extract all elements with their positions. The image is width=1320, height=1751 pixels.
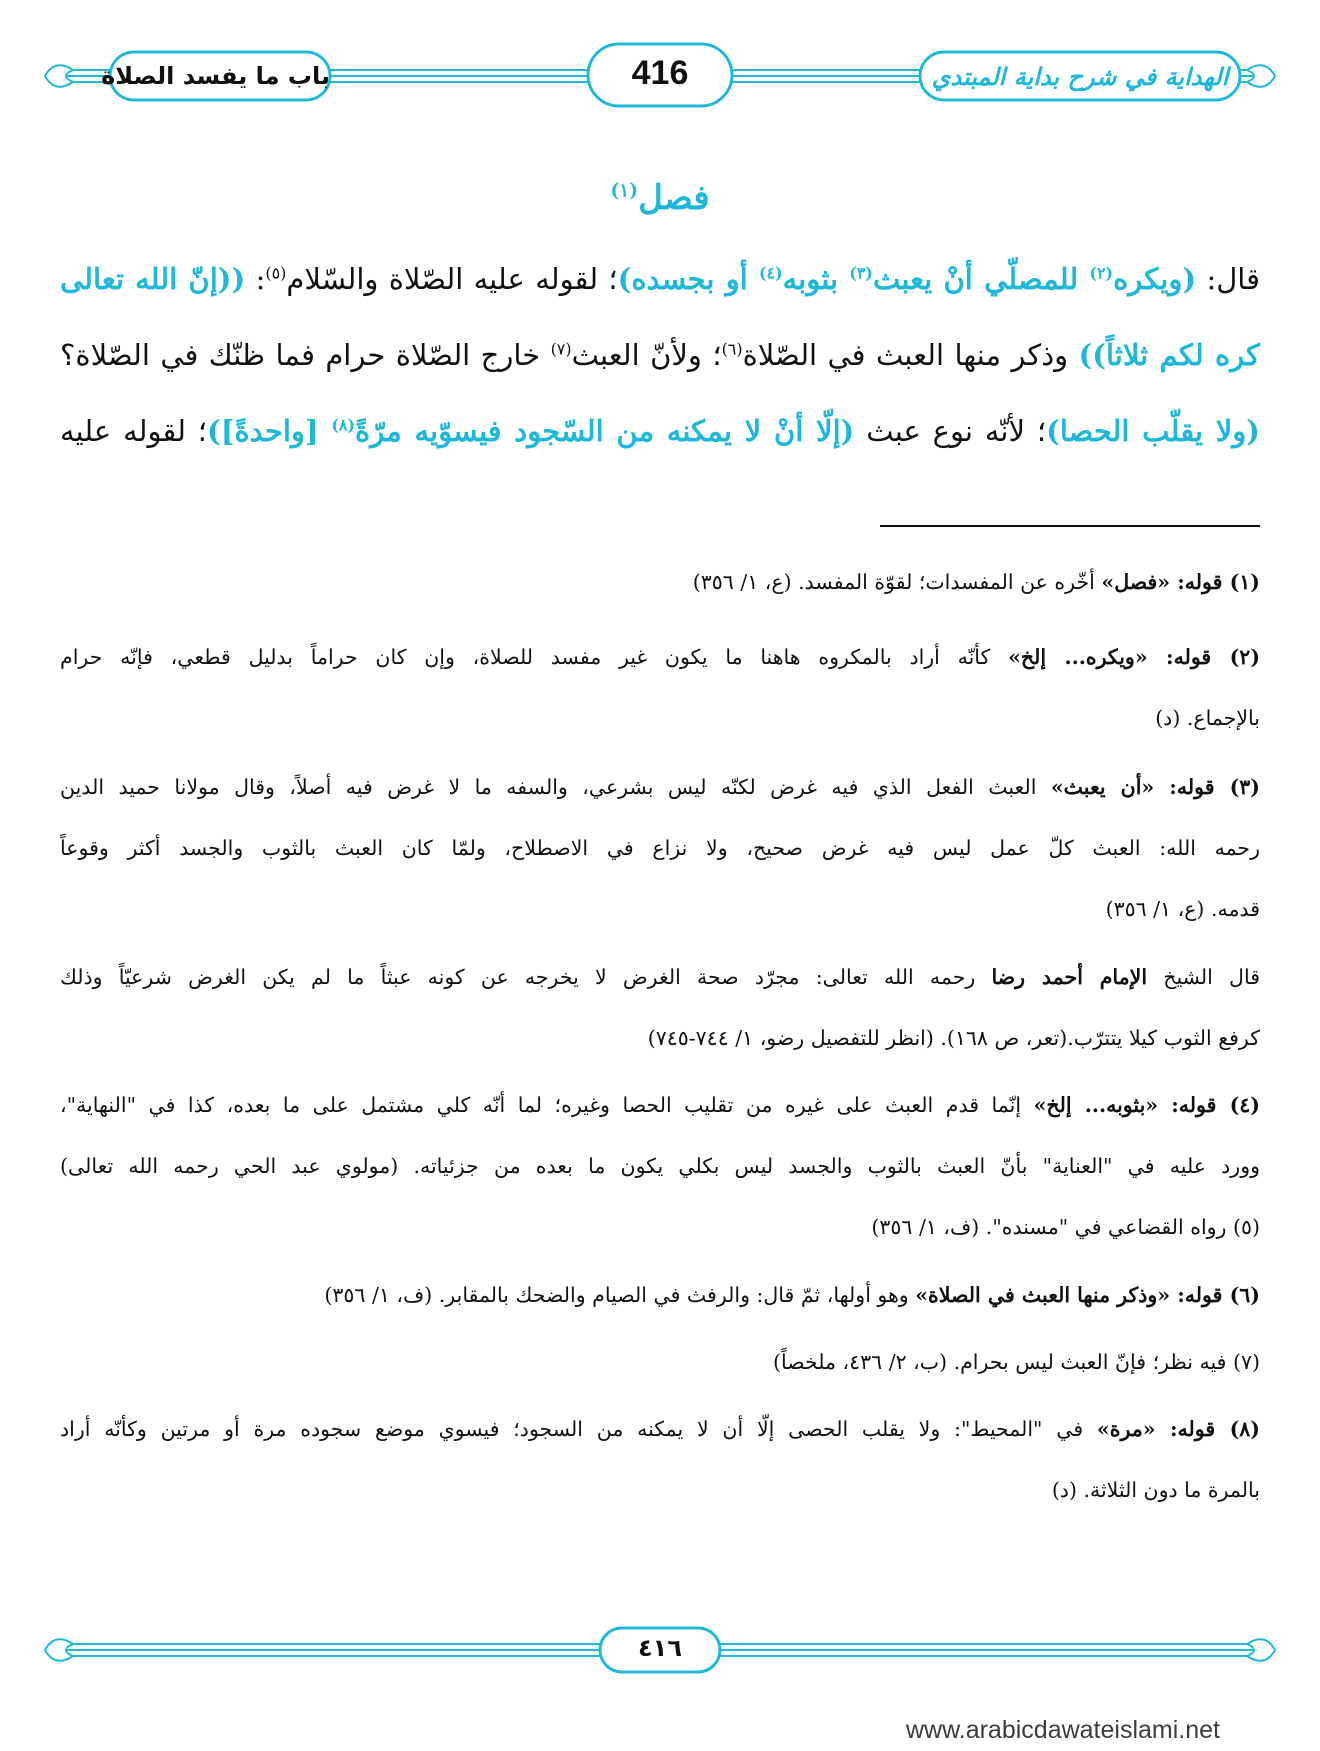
footnote-ref: (١) <box>610 179 639 202</box>
footnote-label: قوله: «فصل» <box>1101 570 1223 594</box>
footnote-7: (٧) فيه نظر؛ فإنّ العبث ليس بحرام. (ب، ٢/ ٤٣٦، ملخصاً) <box>772 1350 1260 1374</box>
footnote-label: قوله: «وذكر منها العبث في الصلاة» <box>915 1283 1223 1307</box>
hadith-quote: ((إنّ الله تعالى <box>60 262 246 296</box>
footnote-ref: (٦) <box>721 339 743 359</box>
matn-quote: (ويكره <box>1113 262 1197 296</box>
footnote-text: العبث الفعل الذي فيه غرض لكنّه ليس بشرعي، والسفه ما لا غرض فيه أصلاً، وقال مولانا حميد الدين <box>60 775 1051 799</box>
page-number: 416 <box>631 54 689 92</box>
footnote-2-continued: بالإجماع. (د) <box>1155 706 1260 730</box>
footnote-8 <box>60 1417 1260 1441</box>
matn-quote: للمصلّي أنْ يعبث <box>872 262 1090 296</box>
main-text-line-2 <box>60 338 1260 372</box>
commentary-text: ؛ لأنّه نوع عبث <box>854 414 1047 448</box>
footnote-text: أخّره عن المفسدات؛ لقوّة المفسد. (ع، ١/ ٣٥٦) <box>692 570 1102 594</box>
chapter-title: باب ما يفسد الصلاة <box>101 62 330 90</box>
footnote-4 <box>60 1093 1260 1117</box>
footer-band <box>40 1620 1280 1680</box>
matn-quote: أو بجسده) <box>617 262 759 296</box>
main-text-line-3 <box>60 414 1260 448</box>
commentary-text: ؛ ولأنّ العبث <box>571 338 722 372</box>
footnote-number: (٢) <box>1211 645 1261 669</box>
footnote-3 <box>60 775 1260 799</box>
footnote-4-continued: وورد عليه في "العناية" بأنّ العبث بالثوب والجسد ليس بكلي يكون ما بعده من جزئياته. (مولوي عبد الحي رحمه الله تعالى) <box>60 1154 1260 1178</box>
footnote-separator <box>880 525 1260 527</box>
footer-page-number: ٤١٦ <box>638 1634 682 1662</box>
commentary-text: ؛ لقوله عليه <box>60 414 208 448</box>
footnote-number: (٦) <box>1222 1283 1260 1307</box>
footnote-1 <box>60 570 1260 594</box>
commentary-text: : <box>245 262 266 296</box>
footnote-ref: (٣) <box>849 263 873 283</box>
footnote-text: وهو أولها، ثمّ قال: والرفث في الصيام والضحك بالمقابر. (ف، ١/ ٣٥٦) <box>324 1283 916 1307</box>
matn-quote: بثوبه <box>782 262 850 296</box>
section-heading <box>0 178 1320 218</box>
footnote-ref: (٥) <box>265 263 287 283</box>
footnote-3-continued: رحمه الله: العبث كلّ عمل ليس فيه غرض صحيح، ولا نزاع في الاصطلاح، ولمّا كان العبث بالثوب والجسد أكثر وقوعاً <box>60 836 1260 860</box>
footnote-number: (٤) <box>1216 1093 1260 1117</box>
commentary-text: خارج الصّلاة حرام فما ظنّك في الصّلاة؟ <box>60 338 551 372</box>
hadith-quote: كره لكم ثلاثاً)) <box>1078 338 1260 372</box>
raza-note-text: رحمه الله تعالى: مجرّد صحة الغرض لا يخرجه عن كونه عبثاً ما لم يكن الغرض شرعيّاً وذلك <box>60 965 992 989</box>
footnote-number: (٨) <box>1215 1417 1260 1441</box>
footnote-label: قوله: «مرة» <box>1096 1417 1216 1441</box>
watermark-url: www.arabicdawateislami.net <box>905 1716 1220 1744</box>
footnote-text: كأنّه أراد بالمكروه هاهنا ما يكون غير مفسد للصلاة، وإن كان حراماً بدليل قطعي، فإنّه حرام <box>60 645 1009 669</box>
footnote-label: قوله: «أن يعبث» <box>1050 775 1215 799</box>
footnote-5: (٥) رواه القضاعي في "مسنده". (ف، ١/ ٣٥٦) <box>871 1215 1260 1239</box>
header-band <box>40 40 1280 120</box>
book-title: الهداية في شرح بداية المبتدي <box>931 62 1229 91</box>
matn-quote: [واحدةً]) <box>207 414 332 448</box>
footnote-number: (٣) <box>1214 775 1260 799</box>
footnote-2 <box>60 645 1260 669</box>
raza-note-name: الإمام أحمد رضا <box>991 965 1148 989</box>
footnote-ref: (٤) <box>758 263 783 283</box>
footnote-label: قوله: «ويكره... إلخ» <box>1008 645 1212 669</box>
raza-note-prefix: قال الشيخ <box>1147 965 1261 989</box>
footnote-label: قوله: «بثوبه... إلخ» <box>1033 1093 1217 1117</box>
matn-quote: (ولا يقلّب الحصا) <box>1046 414 1260 448</box>
commentary-text: ؛ لقوله عليه الصّلاة والسّلام <box>286 262 618 296</box>
main-text-line-1 <box>60 262 1260 296</box>
raza-note-continued: كرفع الثوب كيلا يتترّب.(تعر، ص ١٦٨). (انظر للتفصيل رضو، ١/ ٧٤٤-٧٤٥) <box>647 1026 1260 1050</box>
qala-text: قال: <box>1196 262 1260 296</box>
footnote-text: في "المحيط": ولا يقلب الحصى إلّا أن لا يمكنه من السجود؛ فيسوي موضع سجوده مرة أو مرتين وكأنّه أراد <box>60 1417 1097 1441</box>
raza-note <box>60 965 1260 989</box>
footnote-ref: (٨) <box>331 415 355 435</box>
footnote-3-end: قدمه. (ع، ١/ ٣٥٦) <box>1105 897 1260 921</box>
section-heading-text: فصل <box>638 178 710 218</box>
footnote-ref: (٢) <box>1089 263 1114 283</box>
footnote-6 <box>60 1283 1260 1307</box>
footnote-ref: (٧) <box>550 339 572 359</box>
footnote-8-continued: بالمرة ما دون الثلاثة. (د) <box>1051 1478 1260 1502</box>
commentary-text: وذكر منها العبث في الصّلاة <box>742 338 1079 372</box>
footnote-text: إنّما قدم العبث على غيره من تقليب الحصا وغيره؛ لما أنّه كلي مشتمل على ما بعده، كذا في "النهاية"، <box>60 1093 1034 1117</box>
footnote-number: (١) <box>1222 570 1260 594</box>
matn-quote: (إلّا أنْ لا يمكنه من السّجود فيسوّيه مرّةً <box>355 414 855 448</box>
